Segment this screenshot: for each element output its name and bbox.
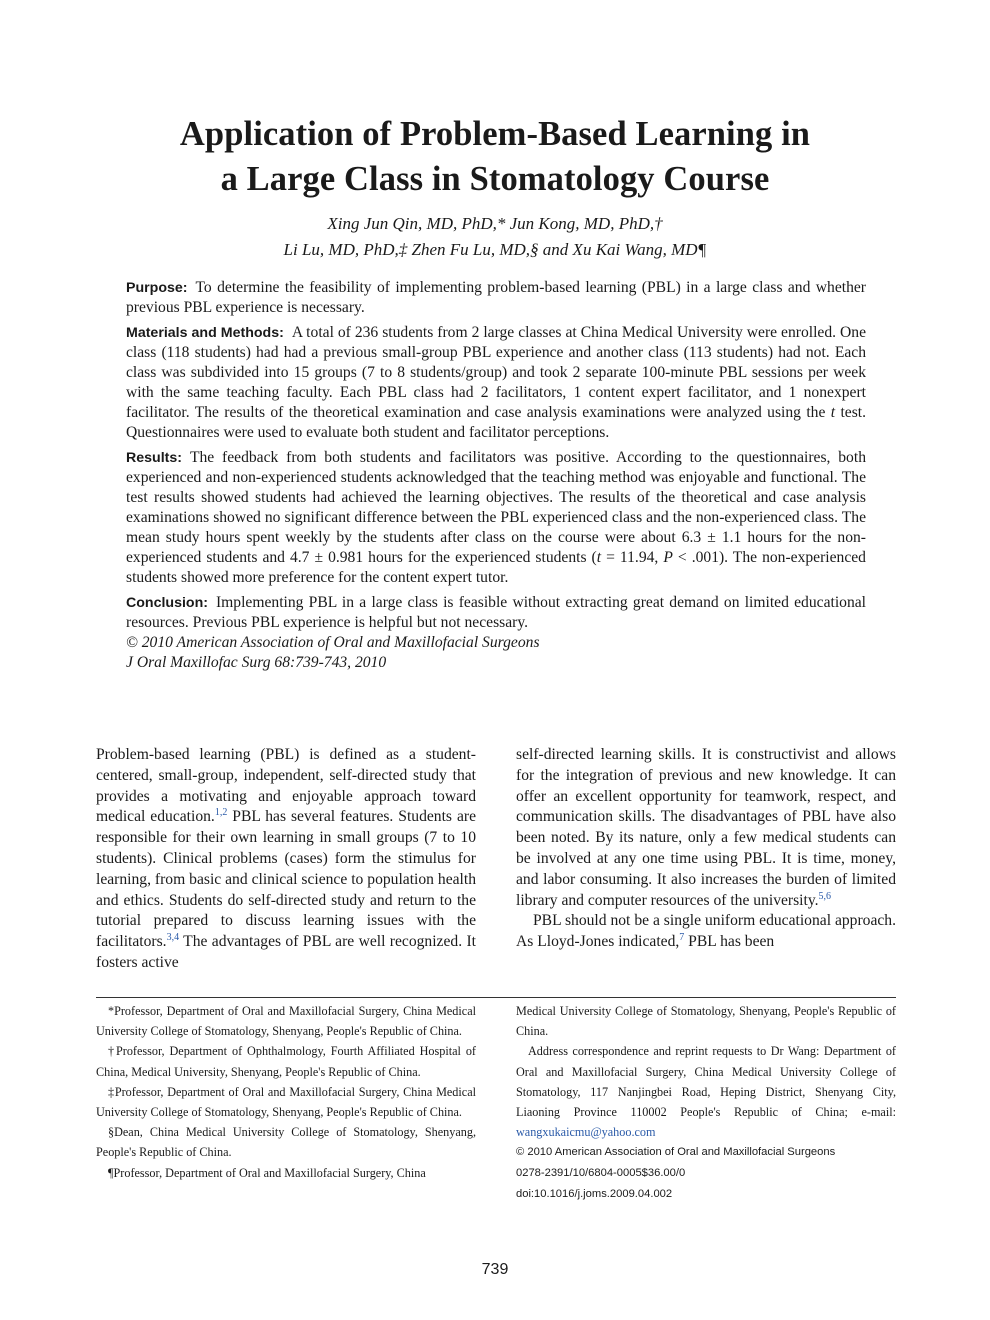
email-link[interactable]: wangxukaicmu@yahoo.com bbox=[516, 1125, 656, 1140]
abstract-citation: J Oral Maxillofac Surg 68:739-743, 2010 bbox=[126, 654, 387, 671]
results-text-mid: = 11.94, bbox=[606, 549, 659, 566]
results-p: P bbox=[663, 549, 673, 566]
author-list bbox=[60, 211, 930, 263]
reference-5-6[interactable]: 5,6 bbox=[818, 890, 832, 902]
abstract-methods bbox=[126, 323, 866, 443]
footnote-divider bbox=[96, 997, 896, 998]
methods-text-a: A total of 236 students from 2 large classes at China Medical University were enrolled. One class (118 students) had had a previous small-group PBL experience and another class (113 students) had not. Each class was subdivided into 15 groups (7 to 8 students/group) and took 2 separate 100-minute PBL sessions per week with the same teaching faculty. Each PBL class had 2 facilitators, 1 content expert facilitator, and 1 nonexpert facilitator. The results of the theoretical examination and case analysis examinations were analyzed using the bbox=[126, 324, 866, 421]
body-text: PBL should not be a single uniform educational approach. As Lloyd-Jones indicated, bbox=[516, 912, 896, 951]
footnote-address bbox=[516, 1041, 896, 1142]
body-text: PBL has been bbox=[684, 933, 775, 951]
footnote-issn: 0278-2391/10/6804-0005$36.00/0 bbox=[516, 1167, 686, 1180]
title-line-1: Application of Problem-Based Learning in bbox=[179, 115, 811, 153]
methods-t: t bbox=[830, 404, 836, 421]
body-paragraph-1-cont bbox=[516, 745, 896, 911]
conclusion-label: Conclusion: bbox=[126, 595, 208, 611]
purpose-text: To determine the feasibility of implementing problem-based learning (PBL) in a large class and whether previous PBL experience is necessary. bbox=[126, 279, 866, 316]
methods-label: Materials and Methods: bbox=[126, 325, 284, 341]
abstract bbox=[126, 278, 866, 673]
title-line-2: a Large Class in Stomatology Course bbox=[220, 160, 770, 198]
reference-7[interactable]: 7 bbox=[679, 932, 685, 944]
article-title bbox=[60, 112, 930, 202]
body-text: PBL has several features. Students are responsible for their own learning in small groups (7 to 10 students). Clinical problems (cases) form the stimulus for learning, from basic and clinical science to population health and ethics. Students do self-directed study and return to the tutorial prepared to discuss learning issues with the facilitators. bbox=[96, 808, 476, 951]
body-text: Problem-based learning (PBL) is defined as a student-centered, small-group, independent, self-directed study that provides a motivating and enjoyable approach toward medical education. bbox=[96, 746, 476, 826]
reference-1-2[interactable]: 1,2 bbox=[214, 807, 228, 819]
body-text: self-directed learning skills. It is constructivist and allows for the integration of previous and new knowledge. It can offer an excellent opportunity for teamwork, respect, and communication skills. The disadvantages of PBL have also been noted. By its nature, only a few medical students can be involved at any one time using PBL. It is time, money, and labor consuming. It also increases the burden of limited library and computer resources of the university. bbox=[516, 746, 896, 909]
abstract-purpose bbox=[126, 278, 866, 318]
methods-text-b: test. Questionnaires were used to evaluate both student and facilitator perceptions. bbox=[126, 404, 866, 441]
footnote-author-3: ‡Professor, Department of Oral and Maxillofacial Surgery, China Medical University College of Stomatology, Shenyang, People's Republic of China. bbox=[96, 1084, 476, 1120]
purpose-label: Purpose: bbox=[126, 280, 188, 296]
body-paragraph-2 bbox=[516, 911, 896, 953]
footnote-copyright: © 2010 American Association of Oral and Maxillofacial Surgeons bbox=[516, 1146, 836, 1159]
reference-3-4[interactable]: 3,4 bbox=[166, 932, 180, 944]
body-left-column bbox=[96, 745, 476, 974]
body-paragraph-1 bbox=[96, 745, 476, 974]
footnote-author-1: *Professor, Department of Oral and Maxillofacial Surgery, China Medical University College of Stomatology, Shenyang, People's Republic of China. bbox=[96, 1004, 476, 1039]
authors-line-2: Li Lu, MD, PhD,‡ Zhen Fu Lu, MD,§ and Xu Kai Wang, MD¶ bbox=[283, 240, 707, 259]
address-text: Address correspondence and reprint requests to Dr Wang: Department of Oral and Maxillofacial Surgery, China Medical University College of Stomatology, 117 Nanjingbei Road, Heping District, Shenyang City, Liaoning Province 110002 People's Republic of China; e-mail: bbox=[516, 1044, 896, 1120]
page-number: 739 bbox=[481, 1261, 509, 1278]
body-text: The advantages of PBL are well recognized. It fosters active bbox=[96, 933, 476, 971]
body-right-column bbox=[516, 745, 896, 953]
results-label: Results: bbox=[126, 450, 182, 466]
abstract-copyright: © 2010 American Association of Oral and Maxillofacial Surgeons bbox=[126, 634, 540, 651]
footnotes-left bbox=[96, 1001, 476, 1183]
results-text-a: The feedback from both students and facilitators was positive. According to the questionnaires, both experienced and non-experienced students acknowledged that the teaching method was enjoyable and functional. The test results showed students had achieved the learning objectives. The results of the theoretical and case analysis examinations showed no significant difference between the PBL experienced class and the non-experienced class. The mean study hours spent weekly by the students after class on the course were about 6.3 ± 1.1 hours for the non-experienced students and 4.7 ± 0.981 hours for the experienced students ( bbox=[126, 449, 866, 566]
conclusion-text: Implementing PBL in a large class is feasible without extracting great demand on limited educational resources. Previous PBL experience is helpful but not necessary. bbox=[126, 594, 866, 631]
footnote-author-5: ¶Professor, Department of Oral and Maxillofacial Surgery, China bbox=[108, 1165, 426, 1180]
results-text-b: < .001). The non-experienced students showed more preference for the content expert tutor. bbox=[126, 549, 866, 586]
footnote-author-5-cont: Medical University College of Stomatology, Shenyang, People's Republic of China. bbox=[516, 1004, 896, 1039]
results-t: t bbox=[596, 549, 602, 566]
footnote-doi[interactable]: doi:10.1016/j.joms.2009.04.002 bbox=[516, 1187, 673, 1200]
footnotes-right bbox=[516, 1001, 896, 1204]
abstract-results bbox=[126, 448, 866, 588]
abstract-conclusion bbox=[126, 593, 866, 633]
footnote-author-4: §Dean, China Medical University College of Stomatology, Shenyang, People's Republic of China. bbox=[96, 1125, 476, 1160]
footnote-author-2: †Professor, Department of Ophthalmology, Fourth Affiliated Hospital of China, Medical University, Shenyang, People's Republic of China. bbox=[96, 1044, 476, 1079]
authors-line-1: Xing Jun Qin, MD, PhD,* Jun Kong, MD, PhD,† bbox=[327, 214, 663, 233]
